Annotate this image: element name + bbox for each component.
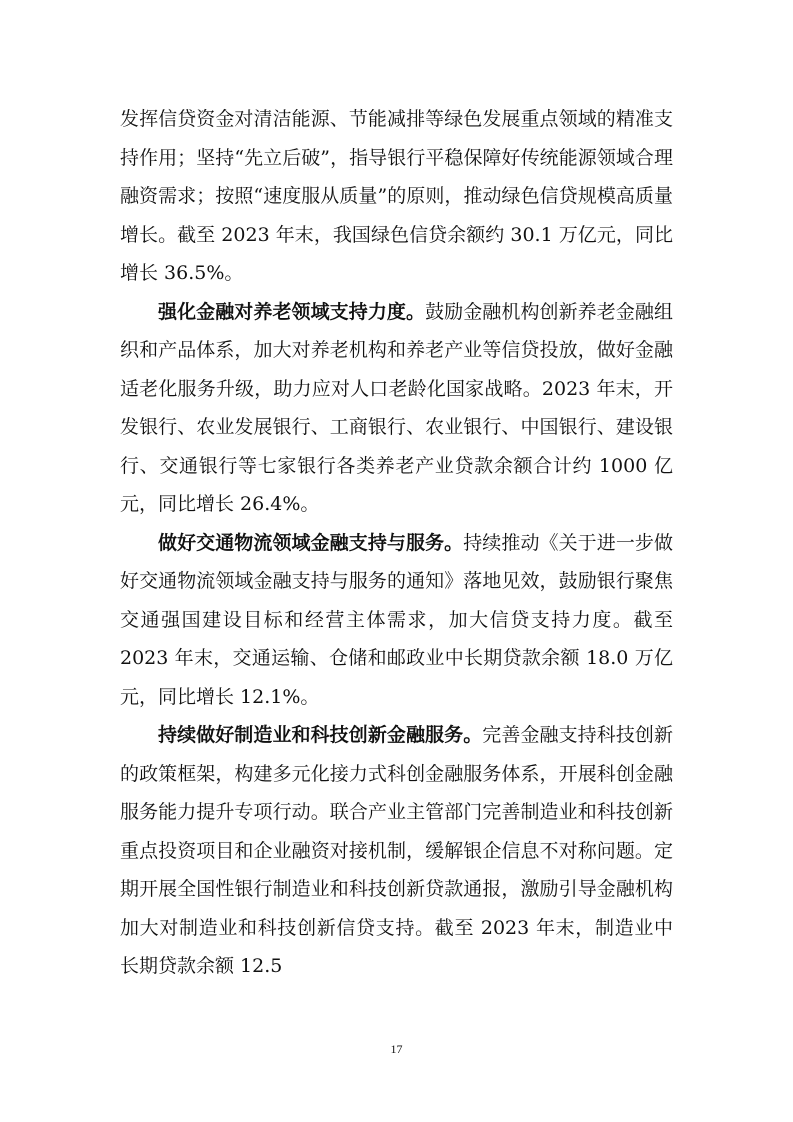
paragraph-text: 发挥信贷资金对清洁能源、节能减排等绿色发展重点领域的精准支持作用；坚持“先立后破”，指导银行平稳保障好传统能源领域合理融资需求；按照“速度服从质量”的原则，推动绿色信贷规模高质量增长。截至 2023 年末，我国绿色信贷余额约 30.1 万亿元，同比增长 36.5%。 (120, 108, 673, 284)
paragraph-manufacturing-tech (120, 716, 673, 986)
page-number: 17 (390, 1042, 403, 1056)
paragraph-text: 完善金融支持科技创新的政策框架，构建多元化接力式科创金融服务体系，开展科创金融服务能力提升专项行动。联合产业主管部门完善制造业和科技创新重点投资项目和企业融资对接机制，缓解银企信息不对称问题。定期开展全国性银行制造业和科技创新贷款通报，激励引导金融机构加大对制造业和科技创新信贷支持。截至 2023 年末，制造业中长期贷款余额 12.5 (120, 724, 673, 977)
page-body (120, 100, 673, 986)
paragraph-heading: 强化金融对养老领域支持力度。 (158, 300, 426, 323)
paragraph-heading: 持续做好制造业和科技创新金融服务。 (158, 724, 483, 746)
paragraph-heading: 做好交通物流领域金融支持与服务。 (158, 531, 464, 554)
paragraph-text: 持续推动《关于进一步做好交通物流领域金融支持与服务的通知》落地见效，鼓励银行聚焦交通强国建设目标和经营主体需求，加大信贷支持力度。截至 2023 年末，交通运输、仓储和邮政业中长期贷款余额 18.0 万亿元，同比增长 12.1%。 (120, 531, 673, 708)
paragraph-text: 鼓励金融机构创新养老金融组织和产品体系，加大对养老机构和养老产业等信贷投放，做好金融适老化服务升级，助力应对人口老龄化国家战略。2023 年末，开发银行、农业发展银行、工商银行、农业银行、中国银行、建设银行、交通银行等七家银行各类养老产业贷款余额合计约 1000 亿元，同比增长 26.4%。 (120, 300, 673, 515)
paragraph-elderly-care (120, 293, 673, 524)
paragraph-transport-logistics (120, 524, 673, 717)
paragraph-green-credit (120, 100, 673, 293)
